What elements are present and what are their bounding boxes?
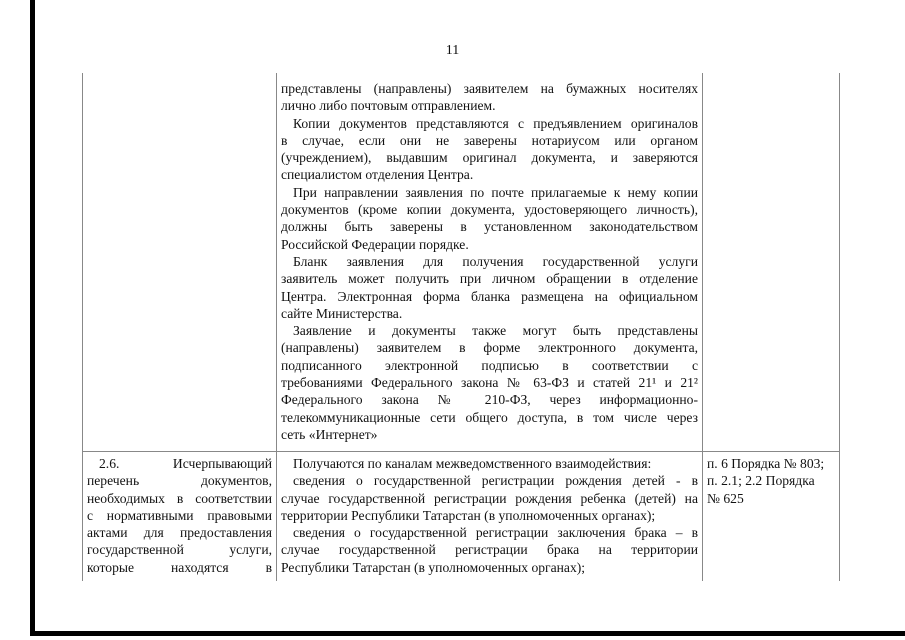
paragraph: [281, 80, 698, 115]
text-line: с нормативными правовыми: [87, 507, 272, 523]
text-line: Заявление и документы также могут быть представлены: [293, 323, 698, 339]
text-line: территории Республики Татарстан (в уполномоченных органах);: [281, 507, 656, 523]
text-line: специалистом отделения Центра.: [281, 167, 474, 183]
text-line: перечень документов,: [87, 473, 272, 489]
table-border-right: [839, 73, 840, 581]
text-line: п. 2.1; 2.2 Порядка: [707, 473, 815, 489]
text-line: Бланк заявления для получения государственной услуги: [293, 253, 698, 269]
table-border-left: [82, 73, 83, 581]
table-column-divider: [702, 73, 703, 581]
text-line: Российской Федерации порядке.: [281, 236, 469, 252]
paragraph: [281, 472, 698, 524]
paragraph: [281, 524, 698, 576]
text-line: телекоммуникационные сети общего доступа, в том числе через: [281, 409, 698, 425]
row2-content-cell: [281, 455, 698, 576]
text-line: случае государственной регистрации брака на территории: [281, 542, 698, 558]
text-line: (учреждением), выдавшим оригинал документа, и заверяются: [281, 150, 698, 166]
paragraph: [707, 455, 837, 507]
text-line: Федерального закона № 210-ФЗ, через информационно-: [281, 392, 698, 408]
text-line: сведения о государственной регистрации рождения детей - в: [293, 473, 698, 489]
text-line: необходимых в соответствии: [87, 490, 272, 506]
text-line: Копии документов представляются с предъявлением оригиналов: [293, 115, 698, 131]
paragraph: [281, 115, 698, 184]
text-line: сеть «Интернет»: [281, 426, 378, 442]
text-line: сведения о государственной регистрации заключения брака – в: [293, 525, 698, 541]
scan-edge-bottom: [30, 631, 905, 636]
text-line: которые находятся в: [87, 559, 272, 575]
text-line: актами для предоставления: [87, 525, 272, 541]
text-line: государственной услуги,: [87, 542, 272, 558]
text-line: требованиями Федерального закона № 63-ФЗ и статей 21¹ и 21²: [281, 375, 698, 391]
text-line: заявитель может получить при личном обращении в отделение: [281, 271, 698, 287]
text-line: должны быть заверены в установленном законодательством: [281, 219, 698, 235]
paragraph: [281, 322, 698, 443]
text-line: № 625: [707, 490, 744, 506]
row2-item-cell: [87, 455, 272, 576]
paragraph: [281, 253, 698, 322]
paragraph: [281, 184, 698, 253]
text-line: в случае, если они не заверены нотариусом или органом: [281, 132, 698, 148]
row2-reference-cell: [707, 455, 837, 507]
row1-content-cell: [281, 80, 698, 443]
paragraph: [281, 455, 698, 472]
text-line: сайте Министерства.: [281, 305, 403, 321]
text-line: лично либо почтовым отправлением.: [281, 98, 496, 114]
text-line: Республики Татарстан (в уполномоченных органах);: [281, 559, 586, 575]
page-number: 11: [445, 43, 460, 58]
paragraph: [87, 455, 272, 576]
text-line: 2.6. Исчерпывающий: [99, 456, 272, 471]
table-column-divider: [276, 73, 277, 581]
text-line: При направлении заявления по почте прилагаемые к нему копии: [293, 184, 698, 200]
text-line: (направлены) заявителем в форме электронного документа,: [281, 340, 698, 356]
text-line: представлены (направлены) заявителем на бумажных носителях: [281, 81, 698, 96]
text-line: случае государственной регистрации рождения ребенка (детей) на: [281, 490, 698, 506]
text-line: документов (кроме копии документа, удостоверяющего личность),: [281, 202, 698, 218]
scan-edge-left: [30, 0, 35, 636]
text-line: Центра. Электронная форма бланка размещена на официальном: [281, 288, 698, 304]
table-row-divider: [82, 451, 840, 452]
text-line: п. 6 Порядка № 803;: [707, 456, 825, 471]
text-line: подписанного электронной подписью в соответствии с: [281, 357, 698, 373]
text-line: Получаются по каналам межведомственного взаимодействия:: [293, 456, 652, 471]
